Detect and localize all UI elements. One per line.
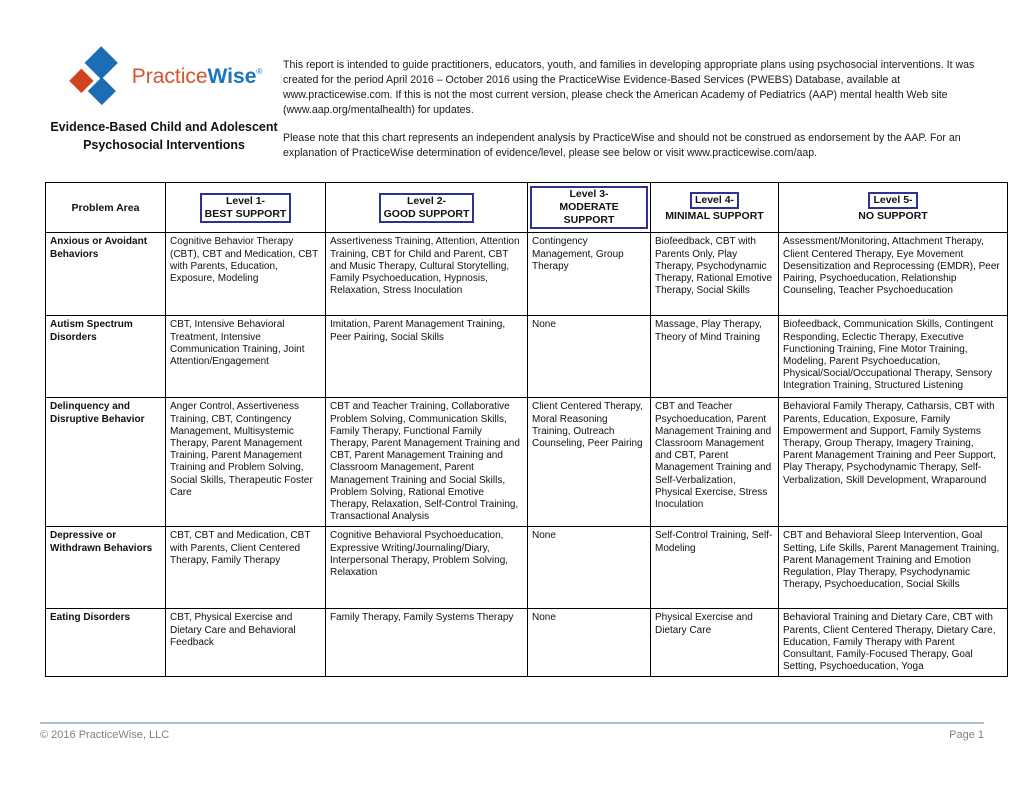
logo-block [45, 44, 283, 154]
col-header-level-4 [651, 183, 779, 233]
level-5-link-box[interactable]: Level 5- [868, 192, 917, 209]
treatment-cell-level3: Client Centered Therapy, Moral Reasoning Training, Outreach Counseling, Peer Pairing [528, 398, 651, 527]
treatment-cell-level1: CBT, Intensive Behavioral Treatment, Intensive Communication Training, Joint Attention/Engagement [166, 316, 326, 398]
intro-paragraph-2: Please note that this chart represents an independent analysis by PracticeWise and should not be construed as endorsement by the AAP. For an explanation of PracticeWise determination of evidence/level, please see below or visit www.practicewise.com/aap. [283, 132, 961, 160]
treatment-cell-level5: CBT and Behavioral Sleep Intervention, Goal Setting, Life Skills, Parent Management Training, Parent Management Training and Emotion Regulation, Play Therapy, Psychodynamic Therapy, Psychoeducation, Social Skills [779, 527, 1008, 609]
brand-practice: Practice [131, 65, 208, 88]
level-3-link-box[interactable] [530, 186, 648, 229]
level-3-sublabel: MODERATE SUPPORT [559, 201, 619, 227]
treatment-cell-level2: Cognitive Behavioral Psychoeducation, Expressive Writing/Journaling/Diary, Interpersonal Therapy, Problem Solving, Relaxation [326, 527, 528, 609]
table-row-depressive [46, 527, 1008, 609]
problem-area-cell: Autism Spectrum Disorders [46, 316, 166, 398]
treatment-cell-level5: Assessment/Monitoring, Attachment Therapy, Client Centered Therapy, Eye Movement Desensitization and Reprocessing (EMDR), Peer Pairing, Psychoeducation, Relationship Counseling, Teacher Psychoeducation [779, 233, 1008, 316]
document-title [45, 119, 283, 154]
treatment-cell-level4: Physical Exercise and Dietary Care [651, 609, 779, 677]
table-row-anxious [46, 233, 1008, 316]
brand-wordmark [132, 65, 263, 89]
problem-area-cell: Anxious or Avoidant Behaviors [46, 233, 166, 316]
treatment-cell-level3: None [528, 609, 651, 677]
registered-mark: ® [256, 67, 263, 76]
level-2-label: Level 2- [406, 194, 447, 207]
practicewise-logo [45, 44, 283, 110]
table-header-row [46, 183, 1008, 233]
treatment-cell-level1: CBT, Physical Exercise and Dietary Care and Behavioral Feedback [166, 609, 326, 677]
level-1-sublabel: BEST SUPPORT [204, 207, 287, 220]
document-title-line1: Evidence-Based Child and Adolescent [50, 120, 278, 134]
treatment-cell-level1: CBT, CBT and Medication, CBT with Parents, Client Centered Therapy, Family Therapy [166, 527, 326, 609]
col-header-level-3 [528, 183, 651, 233]
problem-area-cell: Delinquency and Disruptive Behavior [46, 398, 166, 527]
treatment-cell-level4: Massage, Play Therapy, Theory of Mind Training [651, 316, 779, 398]
level-3-label: Level 3- [569, 188, 609, 200]
level-2-link-box[interactable] [379, 193, 475, 223]
treatment-cell-level1: Cognitive Behavior Therapy (CBT), CBT and Medication, CBT with Parents, Education, Exposure, Modeling [166, 233, 326, 316]
level-1-link-box[interactable] [200, 193, 292, 223]
treatment-cell-level2: Assertiveness Training, Attention, Attention Training, CBT for Child and Parent, CBT and Music Therapy, Cultural Storytelling, Family Psychoeducation, Hypnosis, Relaxation, Stress Inoculation [326, 233, 528, 316]
level-4-sublabel: MINIMAL SUPPORT [665, 210, 764, 223]
intro-text [283, 58, 977, 161]
treatment-cell-level4: CBT and Teacher Psychoeducation, Parent Management Training and Classroom Management and CBT, Parent Management Training and Self-Verbalization, Physical Exercise, Stress Inoculation [651, 398, 779, 527]
evidence-table [45, 182, 1008, 677]
treatment-cell-level1: Anger Control, Assertiveness Training, CBT, Contingency Management, Multisystemic Therapy, Parent Management Training, Parent Management Training and Problem Solving, Social Skills, Therapeutic Foster Care [166, 398, 326, 527]
col-header-level-1 [166, 183, 326, 233]
footer [40, 729, 984, 741]
level-1-label: Level 1- [225, 194, 266, 207]
treatment-cell-level2: CBT and Teacher Training, Collaborative Problem Solving, Communication Skills, Family Therapy, Functional Family Therapy, Parent Management Training and CBT, Parent Management Training and Classroom Management, Parent Management Training and Social Skills, Problem Solving, Rational Emotive Therapy, Relaxation, Self-Control Training, Transactional Analysis [326, 398, 528, 527]
treatment-cell-level2: Family Therapy, Family Systems Therapy [326, 609, 528, 677]
treatment-cell-level5: Behavioral Family Therapy, Catharsis, CBT with Parents, Education, Exposure, Family Empowerment and Support, Family Systems Therapy, Group Therapy, Imagery Training, Parent Management Training and Peer Support, Play Therapy, Psychodynamic Therapy, Self-Verbalization, Skill Development, Wraparound [779, 398, 1008, 527]
footer-divider [40, 722, 984, 724]
treatment-cell-level4: Biofeedback, CBT with Parents Only, Play Therapy, Psychodynamic Therapy, Rational Emotive Therapy, Social Skills [651, 233, 779, 316]
table-row-autism [46, 316, 1008, 398]
treatment-cell-level3: None [528, 527, 651, 609]
footer-page-number: Page 1 [949, 729, 984, 741]
document-title-line2: Psychosocial Interventions [83, 137, 245, 152]
problem-area-cell: Depressive or Withdrawn Behaviors [46, 527, 166, 609]
treatment-cell-level5: Behavioral Training and Dietary Care, CBT with Parents, Client Centered Therapy, Dietary Care, Education, Family Therapy with Parent Consultant, Family-Focused Therapy, Goal Setting, Psychoeducation, Yoga [779, 609, 1008, 677]
brand-wise: Wise [207, 65, 257, 88]
col-header-level-2 [326, 183, 528, 233]
treatment-cell-level2: Imitation, Parent Management Training, Peer Pairing, Social Skills [326, 316, 528, 398]
treatment-cell-level3: None [528, 316, 651, 398]
practicewise-diamonds-icon [66, 44, 130, 110]
table-row-delinquency [46, 398, 1008, 527]
intro-paragraph-1: This report is intended to guide practitioners, educators, youth, and families in developing appropriate plans using psychosocial interventions. It was created for the period April 2016 – October 2016 using the PracticeWise Evidence-Based Services (PWEBS) Database, available at www.practicewise.com. If this is not the most current version, please check the American Academy of Pediatrics (AAP) mental health Web site (www.aap.org/mentalhealth) for updates. [283, 59, 975, 117]
col-header-level-5 [779, 183, 1008, 233]
problem-area-cell: Eating Disorders [46, 609, 166, 677]
treatment-cell-level5: Biofeedback, Communication Skills, Contingent Responding, Eclectic Therapy, Executive Functioning Training, Fine Motor Training, Modeling, Parent Psychoeducation, Physical/Social/Occupational Therapy, Sensory Integration Training, Structured Listening [779, 316, 1008, 398]
col-header-problem-area: Problem Area [46, 183, 166, 233]
level-4-link-box[interactable]: Level 4- [690, 192, 739, 209]
level-5-sublabel: NO SUPPORT [858, 210, 928, 223]
footer-copyright: © 2016 PracticeWise, LLC [40, 729, 170, 741]
table-row-eating [46, 609, 1008, 677]
treatment-cell-level4: Self-Control Training, Self-Modeling [651, 527, 779, 609]
level-2-sublabel: GOOD SUPPORT [383, 207, 470, 220]
treatment-cell-level3: Contingency Management, Group Therapy [528, 233, 651, 316]
